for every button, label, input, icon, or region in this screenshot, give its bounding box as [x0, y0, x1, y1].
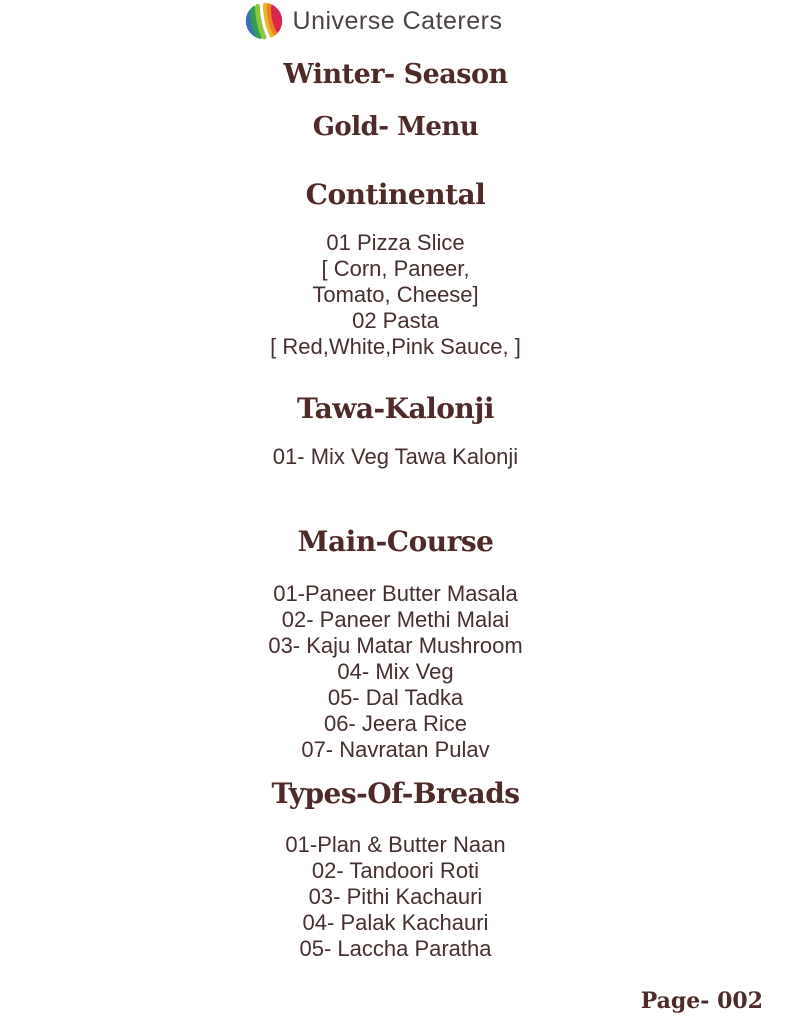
menu-item: 05- Dal Tadka — [327, 685, 464, 710]
section-items-main-course — [0, 581, 791, 763]
section-heading-tawa-kalonji: Tawa-Kalonji — [296, 392, 495, 425]
page-number: Page- 002 — [640, 988, 763, 1014]
menu-item: 04- Palak Kachauri — [302, 910, 489, 935]
menu-item: 01- Mix Veg Tawa Kalonji — [272, 444, 519, 469]
menu-item: [ Red,White,Pink Sauce, ] — [270, 334, 521, 359]
section-items-continental — [0, 230, 791, 360]
menu-item: 02 Pasta — [352, 308, 439, 333]
menu-tier-title: Gold- Menu — [312, 112, 479, 142]
menu-item: 01 Pizza Slice — [326, 230, 465, 255]
menu-item: 04- Mix Veg — [337, 659, 454, 684]
menu-item: 01-Plan & Butter Naan — [285, 832, 506, 857]
menu-item: 02- Tandoori Roti — [311, 858, 480, 883]
menu-item: 01-Paneer Butter Masala — [273, 581, 518, 606]
season-title: Winter- Season — [283, 59, 508, 90]
universe-logo-icon — [245, 2, 283, 40]
menu-item: 03- Kaju Matar Mushroom — [268, 633, 523, 658]
section-heading-types-of-breads: Types-Of-Breads — [271, 777, 520, 810]
brand-name: Universe Caterers — [292, 6, 503, 35]
menu-item: 02- Paneer Methi Malai — [281, 607, 510, 632]
menu-item: 06- Jeera Rice — [323, 711, 468, 736]
section-heading-continental: Continental — [305, 178, 486, 211]
section-items-tawa-kalonji — [0, 444, 791, 470]
section-heading-main-course: Main-Course — [297, 525, 494, 558]
menu-item: 05- Laccha Paratha — [299, 936, 492, 961]
menu-item: 03- Pithi Kachauri — [308, 884, 483, 909]
section-items-types-of-breads — [0, 832, 791, 962]
menu-item: Tomato, Cheese] — [312, 282, 479, 307]
menu-item: [ Corn, Paneer, — [321, 256, 470, 281]
menu-item: 07- Navratan Pulav — [301, 737, 490, 762]
brand-header — [0, 2, 769, 40]
